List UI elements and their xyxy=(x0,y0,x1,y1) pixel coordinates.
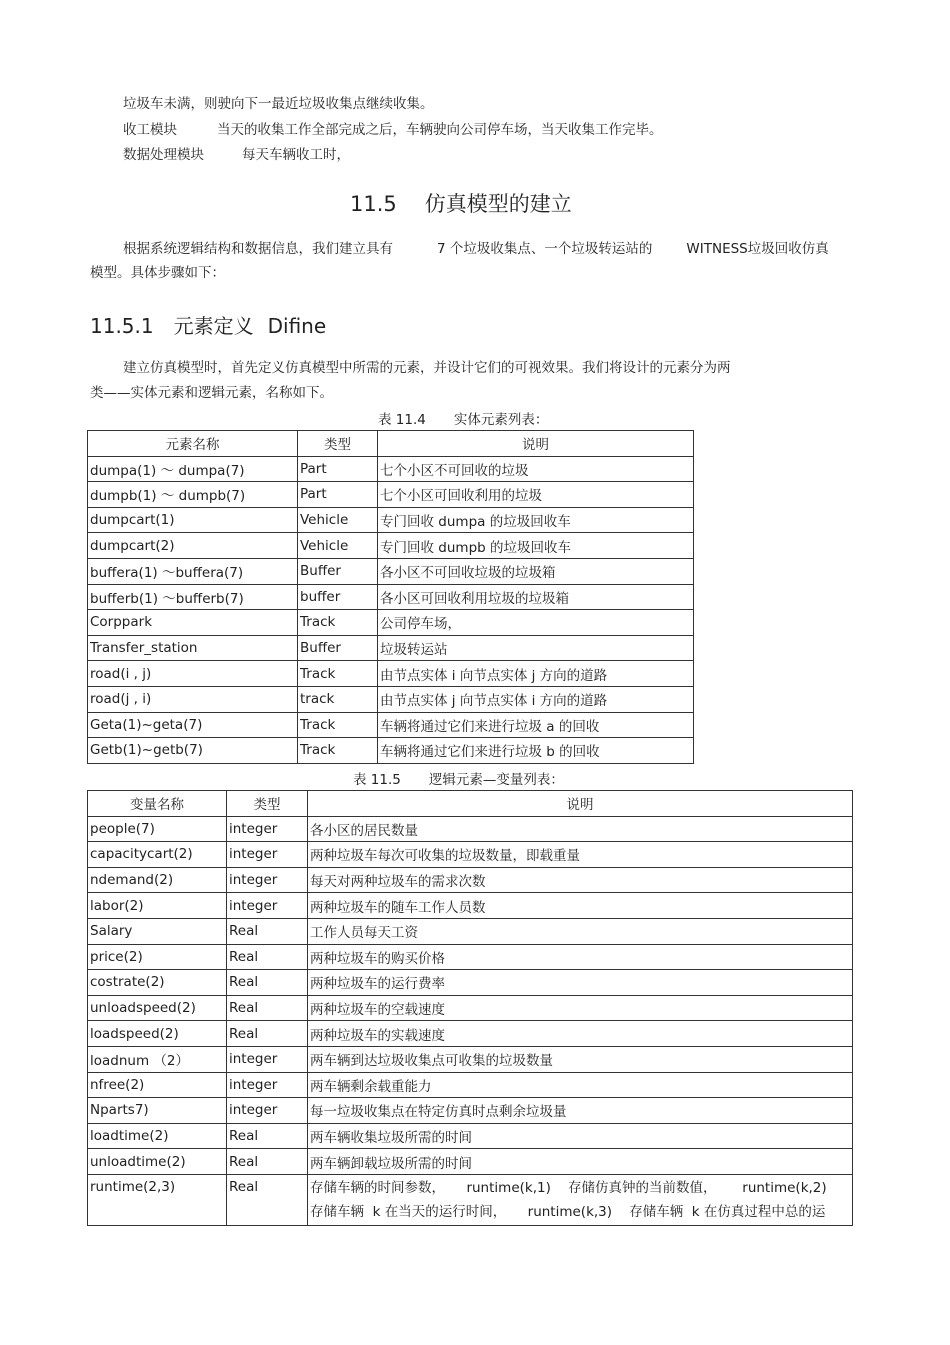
cell-name: Salary xyxy=(88,918,227,944)
cell-desc: 公司停车场， xyxy=(378,610,694,636)
cell-type: Real xyxy=(227,995,308,1021)
cell-desc: 两车辆收集垃圾所需的时间 xyxy=(308,1123,853,1149)
logic-variables-table xyxy=(87,790,853,1226)
cell-type: Real xyxy=(227,1021,308,1047)
cell-name: road(i , j) xyxy=(88,661,298,687)
para2-line-2: 类——实体元素和逻辑元素，名称如下。 xyxy=(90,385,333,401)
table-row xyxy=(88,995,853,1021)
cell-type: Track xyxy=(298,661,378,687)
cell-name: Getb(1)~getb(7) xyxy=(88,738,298,764)
cell-type: integer xyxy=(227,1072,308,1098)
cell-desc: 各小区不可回收垃圾的垃圾箱 xyxy=(378,558,694,584)
cell-name: runtime(2,3) xyxy=(88,1174,227,1225)
table1-caption-title: 实体元素列表： xyxy=(453,412,549,428)
cell-desc: 两种垃圾车每次可收集的垃圾数量，即载重量 xyxy=(308,842,853,868)
cell-type: integer xyxy=(227,1046,308,1072)
cell-desc: 两种垃圾车的运行费率 xyxy=(308,970,853,996)
cell-type: track xyxy=(298,686,378,712)
table2-header-row xyxy=(88,791,853,817)
cell-desc: 由节点实体 i 向节点实体 j 方向的道路 xyxy=(378,661,694,687)
table-row-runtime xyxy=(88,1174,853,1225)
table1-caption xyxy=(378,408,548,428)
data-module-label: 数据处理模块 xyxy=(123,147,204,163)
runtime-desc-line-1: 存储车辆的时间参数， runtime(k,1) 存储仿真钟的当前数值， runtime(k,2) xyxy=(310,1179,827,1196)
table1-header-name: 元素名称 xyxy=(88,431,298,457)
table-row xyxy=(88,867,853,893)
section-number: 11.5 xyxy=(350,192,397,216)
shutdown-module-label: 收工模块 xyxy=(123,122,177,138)
subsection-english: Difine xyxy=(267,314,327,338)
runtime-desc-line-2: 存储车辆 k 在当天的运行时间， runtime(k,3) 存储车辆 k 在仿真过程中总的运 xyxy=(310,1203,826,1220)
cell-name: dumpcart(1) xyxy=(88,507,298,533)
cell-desc: 七个小区可回收利用的垃圾 xyxy=(378,482,694,508)
cell-name: people(7) xyxy=(88,816,227,842)
table2-header-type: 类型 xyxy=(227,791,308,817)
table-row xyxy=(88,1123,853,1149)
table-row xyxy=(88,456,694,482)
cell-name: dumpcart(2) xyxy=(88,533,298,559)
cell-type: Real xyxy=(227,1174,308,1225)
shutdown-module-text: 当天的收集工作全部完成之后，车辆驶向公司停车场，当天收集工作完毕。 xyxy=(217,122,663,138)
cell-type: integer xyxy=(227,1098,308,1124)
table-row xyxy=(88,507,694,533)
table-row xyxy=(88,635,694,661)
cell-desc: 由节点实体 j 向节点实体 i 方向的道路 xyxy=(378,686,694,712)
para1-part1: 根据系统逻辑结构和数据信息，我们建立具有 xyxy=(123,241,393,257)
table1-header-desc: 说明 xyxy=(378,431,694,457)
intro-line-1: 垃圾车未满，则驶向下一最近垃圾收集点继续收集。 xyxy=(123,96,434,112)
cell-type: integer xyxy=(227,842,308,868)
table-row xyxy=(88,918,853,944)
cell-name: unloadspeed(2) xyxy=(88,995,227,1021)
cell-desc: 两车辆剩余载重能力 xyxy=(308,1072,853,1098)
cell-desc: 车辆将通过它们来进行垃圾 a 的回收 xyxy=(378,712,694,738)
table2-caption-title: 逻辑元素—变量列表： xyxy=(428,772,564,788)
table-row xyxy=(88,482,694,508)
cell-name: capacitycart(2) xyxy=(88,842,227,868)
cell-type: Part xyxy=(298,482,378,508)
table-row xyxy=(88,1021,853,1047)
cell-desc: 各小区可回收利用垃圾的垃圾箱 xyxy=(378,584,694,610)
table1-header-row xyxy=(88,431,694,457)
table-row xyxy=(88,842,853,868)
table-row xyxy=(88,1072,853,1098)
cell-name: loadtime(2) xyxy=(88,1123,227,1149)
table-row xyxy=(88,558,694,584)
table-row xyxy=(88,1149,853,1175)
cell-desc: 每天对两种垃圾车的需求次数 xyxy=(308,867,853,893)
cell-desc: 专门回收 dumpa 的垃圾回收车 xyxy=(378,507,694,533)
table-row xyxy=(88,661,694,687)
cell-type: Track xyxy=(298,738,378,764)
table-row xyxy=(88,893,853,919)
cell-name: Nparts7) xyxy=(88,1098,227,1124)
cell-name: unloadtime(2) xyxy=(88,1149,227,1175)
cell-desc: 七个小区不可回收的垃圾 xyxy=(378,456,694,482)
table2-header-name: 变量名称 xyxy=(88,791,227,817)
cell-name: loadnum （2） xyxy=(88,1046,227,1072)
cell-desc: 垃圾转运站 xyxy=(378,635,694,661)
table-row xyxy=(88,944,853,970)
intro-line-2 xyxy=(123,121,663,139)
cell-name: dumpb(1) ～ dumpb(7) xyxy=(88,482,298,508)
intro-line-3 xyxy=(123,146,350,164)
cell-type: Real xyxy=(227,918,308,944)
cell-name: bufferb(1) ～bufferb(7) xyxy=(88,584,298,610)
cell-name: dumpa(1) ～ dumpa(7) xyxy=(88,456,298,482)
cell-type: Real xyxy=(227,1123,308,1149)
cell-desc: 两种垃圾车的随车工作人员数 xyxy=(308,893,853,919)
entity-elements-table xyxy=(87,430,694,764)
cell-type: buffer xyxy=(298,584,378,610)
data-module-text: 每天车辆收工时， xyxy=(242,147,350,163)
cell-name: loadspeed(2) xyxy=(88,1021,227,1047)
cell-name: road(j , i) xyxy=(88,686,298,712)
cell-type: Real xyxy=(227,1149,308,1175)
table1-caption-number: 表 11.4 xyxy=(378,412,426,428)
cell-type: Real xyxy=(227,944,308,970)
cell-name: buffera(1) ～buffera(7) xyxy=(88,558,298,584)
cell-type: Track xyxy=(298,610,378,636)
table-row xyxy=(88,686,694,712)
cell-desc: 专门回收 dumpb 的垃圾回收车 xyxy=(378,533,694,559)
cell-name: Corppark xyxy=(88,610,298,636)
cell-desc: 两车辆到达垃圾收集点可收集的垃圾数量 xyxy=(308,1046,853,1072)
cell-desc: 车辆将通过它们来进行垃圾 b 的回收 xyxy=(378,738,694,764)
cell-type: Track xyxy=(298,712,378,738)
cell-name: ndemand(2) xyxy=(88,867,227,893)
cell-desc: 两种垃圾车的购买价格 xyxy=(308,944,853,970)
cell-type: integer xyxy=(227,867,308,893)
cell-name: nfree(2) xyxy=(88,1072,227,1098)
table2-caption-number: 表 11.5 xyxy=(353,772,401,788)
cell-name: labor(2) xyxy=(88,893,227,919)
table1-header-type: 类型 xyxy=(298,431,378,457)
cell-type: Vehicle xyxy=(298,507,378,533)
cell-type: Real xyxy=(227,970,308,996)
cell-name: price(2) xyxy=(88,944,227,970)
para1-line-2: 模型。具体步骤如下： xyxy=(90,265,225,281)
table-row xyxy=(88,970,853,996)
subsection-number: 11.5.1 xyxy=(90,314,154,338)
table-row xyxy=(88,1046,853,1072)
cell-type: Part xyxy=(298,456,378,482)
table-row xyxy=(88,712,694,738)
table-row xyxy=(88,533,694,559)
para2-line-1: 建立仿真模型时，首先定义仿真模型中所需的元素，并设计它们的可视效果。我们将设计的元素分为两 xyxy=(123,360,731,376)
cell-desc: 两种垃圾车的空载速度 xyxy=(308,995,853,1021)
cell-name: costrate(2) xyxy=(88,970,227,996)
para1-part3: WITNESS垃圾回收仿真 xyxy=(686,241,829,257)
para1-part2: 7 个垃圾收集点、一个垃圾转运站的 xyxy=(437,241,653,257)
table-row xyxy=(88,738,694,764)
section-title: 仿真模型的建立 xyxy=(424,192,572,216)
table2-header-desc: 说明 xyxy=(308,791,853,817)
table2-caption xyxy=(353,768,564,788)
cell-type: Buffer xyxy=(298,635,378,661)
table-row xyxy=(88,816,853,842)
cell-type: Vehicle xyxy=(298,533,378,559)
subsection-heading xyxy=(90,310,326,339)
table-row xyxy=(88,1098,853,1124)
cell-type: Buffer xyxy=(298,558,378,584)
table-row xyxy=(88,610,694,636)
para1-line-1 xyxy=(123,240,829,258)
subsection-title: 元素定义 xyxy=(173,314,254,338)
section-heading xyxy=(350,188,572,218)
table-row xyxy=(88,584,694,610)
cell-desc: 每一垃圾收集点在特定仿真时点剩余垃圾量 xyxy=(308,1098,853,1124)
cell-name: Transfer_station xyxy=(88,635,298,661)
cell-type: integer xyxy=(227,816,308,842)
cell-desc: 两车辆卸载垃圾所需的时间 xyxy=(308,1149,853,1175)
cell-desc: 工作人员每天工资 xyxy=(308,918,853,944)
cell-type: integer xyxy=(227,893,308,919)
cell-name: Geta(1)~geta(7) xyxy=(88,712,298,738)
cell-desc: 各小区的居民数量 xyxy=(308,816,853,842)
cell-desc: 两种垃圾车的实载速度 xyxy=(308,1021,853,1047)
cell-desc xyxy=(308,1174,853,1225)
